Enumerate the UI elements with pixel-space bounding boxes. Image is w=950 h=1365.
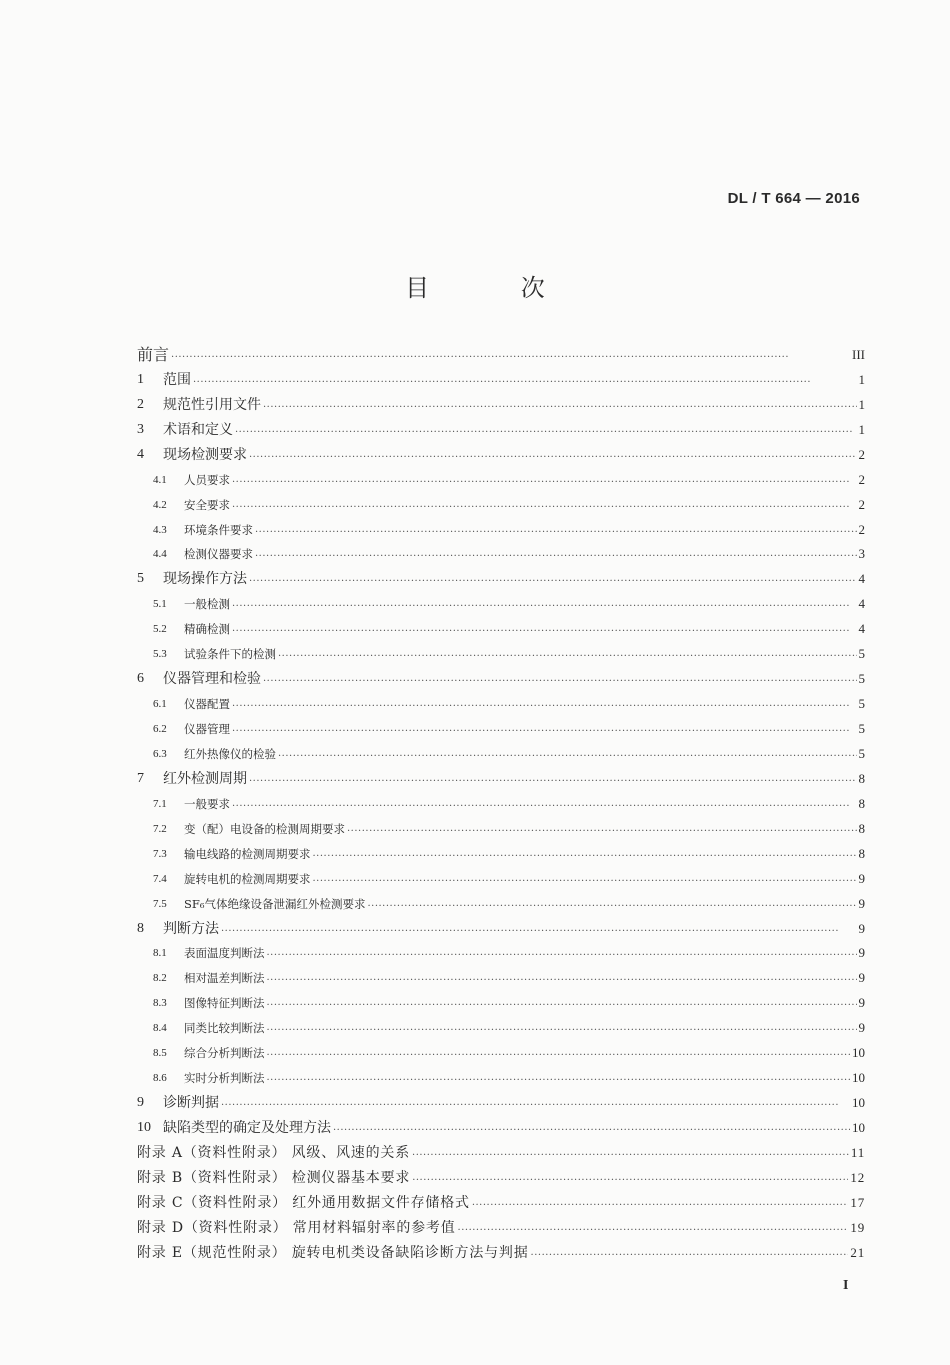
toc-entry[interactable] <box>137 443 865 468</box>
toc-entry-number: 3 <box>137 421 144 437</box>
toc-entry-page: 21 <box>850 1244 865 1260</box>
toc-entry[interactable] <box>137 592 865 617</box>
toc-entry-label: 附录 D（资料性附录） 常用材料辐射率的参考值 <box>137 1219 456 1236</box>
toc-entry[interactable] <box>137 1216 865 1241</box>
toc-entry-page: 1 <box>858 421 865 437</box>
toc-entry[interactable] <box>137 1241 865 1266</box>
toc-entry[interactable] <box>137 966 865 991</box>
toc-entry-number: 4.3 <box>153 523 167 536</box>
toc-entry-number: 4 <box>137 446 144 462</box>
toc-entry-number: 5.3 <box>153 648 167 661</box>
standard-code: DL / T 664 — 2016 <box>727 190 860 207</box>
toc-entry-label: 一般要求 <box>184 796 230 811</box>
toc-entry-label: 现场操作方法 <box>163 571 247 588</box>
toc-entry[interactable] <box>137 1016 865 1041</box>
toc-leader-dots <box>171 343 850 368</box>
toc-entry[interactable] <box>137 543 865 568</box>
toc-entry[interactable] <box>137 917 865 942</box>
toc-entry-label: 人员要求 <box>184 472 230 487</box>
toc-entry-page: 8 <box>858 795 865 811</box>
toc-entry-label: SF₆气体绝缘设备泄漏红外检测要求 <box>184 896 366 911</box>
toc-leader-dots <box>263 667 857 692</box>
toc-entry-number: 9 <box>137 1095 144 1111</box>
toc-entry[interactable] <box>137 343 865 368</box>
toc-leader-dots <box>278 642 857 667</box>
toc-leader-dots <box>235 418 857 443</box>
toc-entry[interactable] <box>137 1091 865 1116</box>
toc-entry-label: 一般检测 <box>184 597 230 612</box>
toc-entry-page: 11 <box>850 1144 865 1160</box>
toc-leader-dots <box>412 1141 849 1166</box>
toc-entry-page: 9 <box>858 895 865 911</box>
toc-entry[interactable] <box>137 1116 865 1141</box>
toc-entry-label: 判断方法 <box>163 920 219 937</box>
toc-entry-number: 8.4 <box>153 1022 167 1035</box>
toc-entry[interactable] <box>137 717 865 742</box>
toc-leader-dots <box>232 617 857 642</box>
toc-entry-number: 6.2 <box>153 723 167 736</box>
toc-entry-page: 19 <box>850 1219 865 1235</box>
toc-entry-number: 6.3 <box>153 747 167 760</box>
toc-leader-dots <box>193 368 857 393</box>
toc-entry-label: 安全要求 <box>184 497 230 512</box>
toc-entry-page: 4 <box>858 621 865 637</box>
toc-leader-dots <box>232 692 857 717</box>
toc-entry[interactable] <box>137 393 865 418</box>
toc-entry[interactable] <box>137 518 865 543</box>
toc-entry-label: 诊断判据 <box>163 1095 219 1112</box>
toc-entry-label: 实时分析判断法 <box>184 1071 265 1086</box>
toc-entry-label: 红外检测周期 <box>163 770 247 787</box>
toc-leader-dots <box>472 1191 849 1216</box>
toc-entry-number: 7.1 <box>153 797 167 810</box>
toc-entry-page: 2 <box>858 446 865 462</box>
toc-leader-dots <box>267 1041 851 1066</box>
toc-entry-label: 试验条件下的检测 <box>184 647 276 662</box>
page-title: 目 次 <box>405 274 587 302</box>
toc-entry-label: 附录 A（资料性附录） 风级、风速的关系 <box>137 1144 411 1161</box>
toc-entry-number: 2 <box>137 396 144 412</box>
toc-leader-dots <box>249 443 857 468</box>
toc-entry[interactable] <box>137 418 865 443</box>
toc-entry-number: 8.2 <box>153 972 167 985</box>
toc-entry[interactable] <box>137 867 865 892</box>
toc-entry[interactable] <box>137 742 865 767</box>
toc-entry[interactable] <box>137 991 865 1016</box>
toc-entry-page: 1 <box>858 371 865 387</box>
toc-entry-label: 仪器配置 <box>184 697 230 712</box>
toc-leader-dots <box>278 742 857 767</box>
toc-entry-number: 6 <box>137 671 144 687</box>
toc-entry-page: 12 <box>850 1169 865 1185</box>
toc-entry-page: 9 <box>858 945 865 961</box>
table-of-contents <box>137 343 865 1266</box>
toc-leader-dots <box>267 1016 857 1041</box>
toc-leader-dots <box>232 468 857 493</box>
toc-leader-dots <box>232 792 857 817</box>
toc-entry-label: 缺陷类型的确定及处理方法 <box>163 1120 331 1137</box>
toc-leader-dots <box>232 717 857 742</box>
toc-entry-number: 4.4 <box>153 548 167 561</box>
toc-entry[interactable] <box>137 767 865 792</box>
toc-entry-page: 10 <box>852 1095 865 1111</box>
toc-entry-number: 8.1 <box>153 947 167 960</box>
toc-entry-page: 5 <box>858 721 865 737</box>
toc-entry-page: 9 <box>858 1020 865 1036</box>
toc-entry[interactable] <box>137 792 865 817</box>
toc-leader-dots <box>267 991 857 1016</box>
toc-entry[interactable] <box>137 567 865 592</box>
toc-entry-label: 输电线路的检测周期要求 <box>184 846 311 861</box>
toc-entry-page: 3 <box>858 546 865 562</box>
toc-entry-page: 10 <box>852 1120 865 1136</box>
toc-entry[interactable] <box>137 842 865 867</box>
toc-entry[interactable] <box>137 817 865 842</box>
toc-entry[interactable] <box>137 1066 865 1091</box>
toc-entry-number: 5 <box>137 571 144 587</box>
toc-leader-dots <box>232 493 857 518</box>
toc-leader-dots <box>255 518 857 543</box>
toc-leader-dots <box>249 767 857 792</box>
toc-entry-label: 图像特征判断法 <box>184 996 265 1011</box>
toc-entry-label: 相对温差判断法 <box>184 971 265 986</box>
toc-entry-page: 4 <box>858 596 865 612</box>
toc-entry[interactable] <box>137 1191 865 1216</box>
toc-entry-number: 5.1 <box>153 598 167 611</box>
toc-entry-label: 前言 <box>137 344 170 364</box>
toc-leader-dots <box>232 592 857 617</box>
page-number: I <box>843 1278 849 1293</box>
toc-entry-page: 4 <box>858 571 865 587</box>
toc-entry-label: 同类比较判断法 <box>184 1021 265 1036</box>
toc-entry-number: 7.4 <box>153 872 167 885</box>
toc-entry-label: 术语和定义 <box>163 421 233 438</box>
toc-entry-label: 检测仪器要求 <box>184 547 253 562</box>
toc-entry[interactable] <box>137 892 865 917</box>
toc-leader-dots <box>313 842 857 867</box>
toc-entry-page: 2 <box>858 521 865 537</box>
toc-entry-label: 精确检测 <box>184 622 230 637</box>
toc-entry-page: 2 <box>858 471 865 487</box>
toc-entry-label: 范围 <box>163 371 191 388</box>
toc-leader-dots <box>221 917 857 942</box>
toc-leader-dots <box>313 867 857 892</box>
toc-entry[interactable] <box>137 368 865 393</box>
toc-entry-label: 表面温度判断法 <box>184 946 265 961</box>
toc-entry-number: 6.1 <box>153 698 167 711</box>
toc-entry-page: 5 <box>858 671 865 687</box>
toc-entry-page: 8 <box>858 770 865 786</box>
toc-leader-dots <box>267 1066 851 1091</box>
toc-entry-page: III <box>852 346 865 362</box>
toc-entry[interactable] <box>137 493 865 518</box>
toc-entry-label: 附录 E（规范性附录） 旋转电机类设备缺陷诊断方法与判据 <box>137 1244 529 1261</box>
toc-entry-number: 8.5 <box>153 1047 167 1060</box>
toc-leader-dots <box>249 567 857 592</box>
toc-entry-label: 仪器管理 <box>184 722 230 737</box>
toc-entry[interactable] <box>137 942 865 967</box>
toc-entry-label: 综合分析判断法 <box>184 1046 265 1061</box>
toc-entry-number: 5.2 <box>153 623 167 636</box>
toc-leader-dots <box>221 1091 850 1116</box>
toc-entry-page: 10 <box>852 1070 865 1086</box>
toc-leader-dots <box>367 892 856 917</box>
toc-entry-label: 规范性引用文件 <box>163 396 261 413</box>
toc-entry-page: 10 <box>852 1045 865 1061</box>
toc-entry-number: 7.5 <box>153 897 167 910</box>
toc-entry-label: 变（配）电设备的检测周期要求 <box>184 821 345 836</box>
toc-entry-page: 8 <box>858 820 865 836</box>
toc-entry-page: 9 <box>858 995 865 1011</box>
toc-entry-number: 10 <box>137 1120 151 1136</box>
toc-entry-page: 9 <box>858 970 865 986</box>
toc-entry[interactable] <box>137 1166 865 1191</box>
toc-entry[interactable] <box>137 642 865 667</box>
toc-entry-number: 7.2 <box>153 822 167 835</box>
toc-entry[interactable] <box>137 1041 865 1066</box>
toc-leader-dots <box>531 1241 849 1266</box>
toc-entry-page: 9 <box>858 870 865 886</box>
toc-entry-number: 4.1 <box>153 473 167 486</box>
toc-entry-label: 红外热像仪的检验 <box>184 746 276 761</box>
toc-leader-dots <box>263 393 857 418</box>
toc-entry-page: 9 <box>858 920 865 936</box>
toc-entry-page: 8 <box>858 845 865 861</box>
toc-leader-dots <box>333 1116 850 1141</box>
toc-leader-dots <box>412 1166 848 1191</box>
toc-leader-dots <box>255 543 857 568</box>
toc-entry[interactable] <box>137 1141 865 1166</box>
toc-leader-dots <box>347 817 857 842</box>
toc-entry-number: 7.3 <box>153 847 167 860</box>
toc-entry-page: 5 <box>858 696 865 712</box>
toc-leader-dots <box>267 942 857 967</box>
toc-entry-number: 7 <box>137 770 144 786</box>
toc-entry-label: 现场检测要求 <box>163 446 247 463</box>
toc-entry-number: 8.3 <box>153 997 167 1010</box>
toc-entry[interactable] <box>137 468 865 493</box>
toc-leader-dots <box>458 1216 849 1241</box>
toc-entry-page: 2 <box>858 496 865 512</box>
toc-entry-page: 5 <box>858 646 865 662</box>
toc-entry-label: 旋转电机的检测周期要求 <box>184 871 311 886</box>
toc-entry-label: 仪器管理和检验 <box>163 671 261 688</box>
toc-entry-number: 4.2 <box>153 498 167 511</box>
toc-entry-page: 5 <box>858 745 865 761</box>
toc-entry-number: 8 <box>137 920 144 936</box>
toc-entry-label: 附录 B（资料性附录） 检测仪器基本要求 <box>137 1169 411 1186</box>
toc-entry-label: 环境条件要求 <box>184 522 253 537</box>
toc-entry-number: 8.6 <box>153 1072 167 1085</box>
toc-entry[interactable] <box>137 667 865 692</box>
toc-entry-page: 1 <box>858 396 865 412</box>
toc-leader-dots <box>267 966 857 991</box>
toc-entry-label: 附录 C（资料性附录） 红外通用数据文件存储格式 <box>137 1194 470 1211</box>
toc-entry[interactable] <box>137 617 865 642</box>
toc-entry[interactable] <box>137 692 865 717</box>
toc-entry-number: 1 <box>137 371 144 387</box>
toc-entry-page: 17 <box>850 1194 865 1210</box>
